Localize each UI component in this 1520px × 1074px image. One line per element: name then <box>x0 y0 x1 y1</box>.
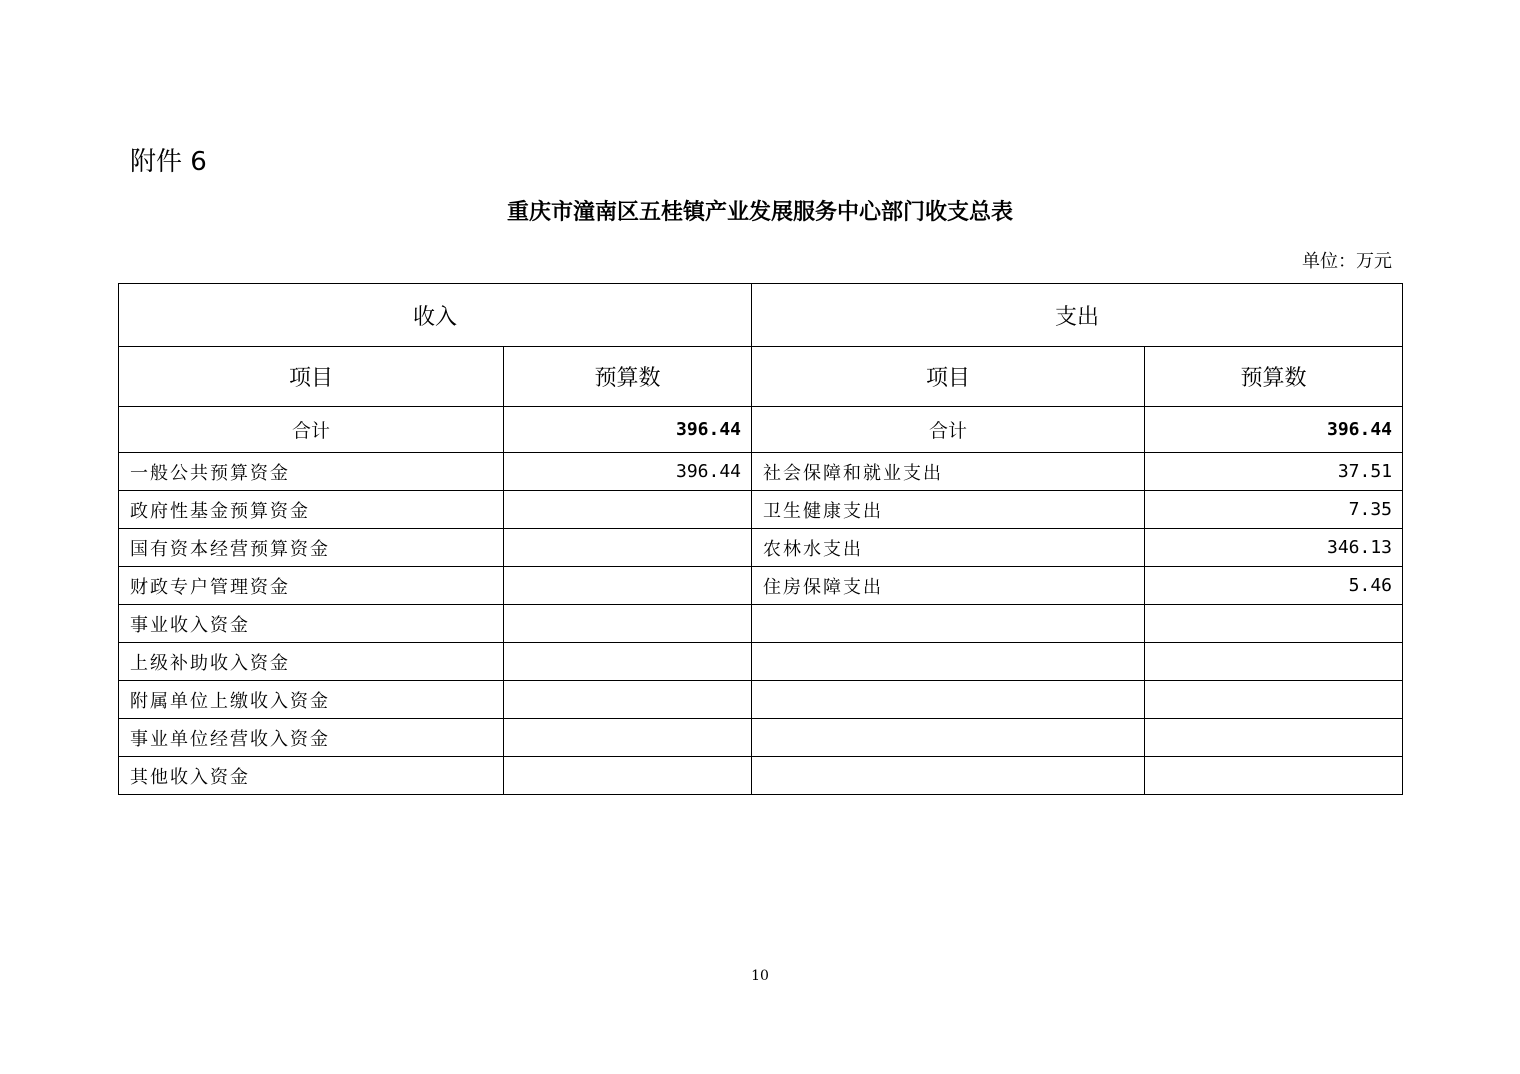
income-value: 396.44 <box>504 453 752 491</box>
table-row <box>119 567 1403 605</box>
income-item: 一般公共预算资金 <box>119 453 504 491</box>
expense-header: 支出 <box>752 284 1403 347</box>
income-value <box>504 719 752 757</box>
table-row <box>119 757 1403 795</box>
section-header-row <box>119 284 1403 347</box>
expense-item <box>752 757 1145 795</box>
unit-label: 单位：万元 <box>1302 251 1392 272</box>
column-header-row <box>119 347 1403 407</box>
expense-budget-column-header: 预算数 <box>1145 347 1403 407</box>
table-row <box>119 453 1403 491</box>
income-value <box>504 529 752 567</box>
expense-value <box>1145 719 1403 757</box>
page-title: 重庆市潼南区五桂镇产业发展服务中心部门收支总表 <box>506 200 1013 225</box>
income-item: 事业收入资金 <box>119 605 504 643</box>
expense-item: 农林水支出 <box>752 529 1145 567</box>
income-item: 附属单位上缴收入资金 <box>119 681 504 719</box>
expense-item-column-header: 项目 <box>752 347 1145 407</box>
income-value <box>504 681 752 719</box>
expense-value <box>1145 681 1403 719</box>
table-row <box>119 681 1403 719</box>
total-row <box>119 407 1403 453</box>
page-number: 10 <box>751 968 769 984</box>
income-item: 财政专户管理资金 <box>119 567 504 605</box>
expense-value <box>1145 605 1403 643</box>
income-item: 上级补助收入资金 <box>119 643 504 681</box>
income-item: 其他收入资金 <box>119 757 504 795</box>
expense-value: 7.35 <box>1145 491 1403 529</box>
table-row <box>119 605 1403 643</box>
income-item: 国有资本经营预算资金 <box>119 529 504 567</box>
income-total-label: 合计 <box>119 407 504 453</box>
expense-total-value: 396.44 <box>1145 407 1403 453</box>
income-value <box>504 757 752 795</box>
expense-item: 卫生健康支出 <box>752 491 1145 529</box>
expense-item <box>752 605 1145 643</box>
expense-item: 住房保障支出 <box>752 567 1145 605</box>
income-budget-column-header: 预算数 <box>504 347 752 407</box>
expense-item: 社会保障和就业支出 <box>752 453 1145 491</box>
income-item: 事业单位经营收入资金 <box>119 719 504 757</box>
expense-value: 37.51 <box>1145 453 1403 491</box>
attachment-label: 附件 6 <box>130 147 207 177</box>
expense-total-label: 合计 <box>752 407 1145 453</box>
income-value <box>504 491 752 529</box>
table-row <box>119 491 1403 529</box>
table-row <box>119 529 1403 567</box>
expense-value <box>1145 757 1403 795</box>
expense-value <box>1145 643 1403 681</box>
expense-item <box>752 643 1145 681</box>
table-row <box>119 719 1403 757</box>
income-header: 收入 <box>119 284 752 347</box>
budget-summary-table <box>118 283 1403 795</box>
expense-item <box>752 681 1145 719</box>
income-value <box>504 643 752 681</box>
income-item-column-header: 项目 <box>119 347 504 407</box>
income-total-value: 396.44 <box>504 407 752 453</box>
income-value <box>504 567 752 605</box>
table-row <box>119 643 1403 681</box>
expense-item <box>752 719 1145 757</box>
expense-value: 346.13 <box>1145 529 1403 567</box>
income-item: 政府性基金预算资金 <box>119 491 504 529</box>
income-value <box>504 605 752 643</box>
expense-value: 5.46 <box>1145 567 1403 605</box>
